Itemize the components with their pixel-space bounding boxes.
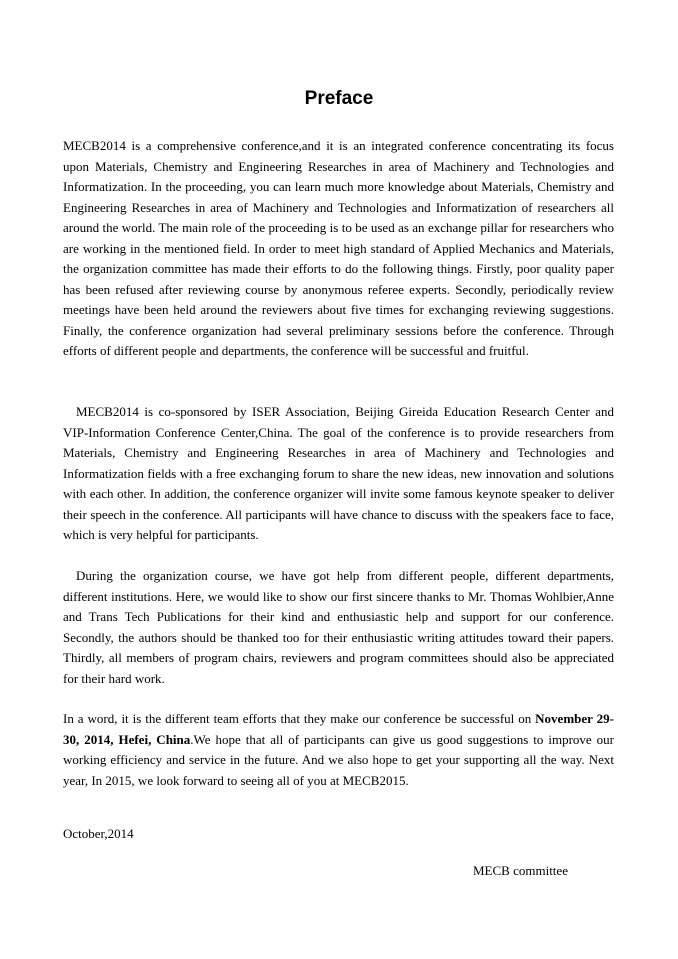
document-date: October,2014 <box>63 826 134 841</box>
paragraph-intro: MECB2014 is a comprehensive conference,and it is an integrated conference concentrating its focus upon Materials, Chemistry and Engineering Researches in area of Machinery and Technologies and Informatization. In the proceeding, you can learn much more knowledge about Materials, Chemistry and Engineering Researches in area of Machinery and Technologies and Informatization of researchers all around the world. The main role of the proceeding is to be used as an exchange pillar for researchers who are working in the mentioned field. In order to meet high standard of Applied Mechanics and Materials, the organization committee has made their efforts to do the following things. Firstly, poor quality paper has been refused after reviewing course by anonymous referee experts. Secondly, periodically review meetings have been held around the reviewers about five times for exchanging reviewing suggestions. Finally, the conference organization had several preliminary sessions before the conference. Through efforts of different people and departments, the conference will be successful and fruitful. <box>63 138 614 358</box>
paragraph-sponsors: MECB2014 is co-sponsored by ISER Association, Beijing Gireida Education Research Center and VIP-Information Conference Center,China. The goal of the conference is to provide researchers from Materials, Chemistry and Engineering Researches in area of Machinery and Technologies and Informatization fields with a free exchanging forum to share the new ideas, new innovation and solutions with each other. In addition, the conference organizer will invite some famous keynote speaker to deliver their speech in the conference. All participants will have chance to discuss with the speakers face to face, which is very helpful for participants. <box>63 404 614 542</box>
paragraph-acknowledgements-text: During the organization course, we have got help from different people, different departments, different institutions. Here, we would like to show our first sincere thanks to Mr. Thomas Wohlbier,Anne and Trans Tech Publications for their kind and enthusiastic help and support for our conference. Secondly, the authors should be thanked too for their enthusiastic writing attitudes toward their papers. Thirdly, all members of program chairs, reviewers and program committees should also be appreciated for their hard work. <box>63 568 614 686</box>
paragraph-closing <box>63 709 614 791</box>
conference-date-location: November 29-30, 2014, Hefei, China <box>63 711 614 747</box>
signature: MECB committee <box>473 863 568 878</box>
page-title: Preface <box>304 88 374 109</box>
paragraph-acknowledgements <box>63 566 614 689</box>
closing-text-before: In a word, it is the different team efforts that they make our conference be successful on <box>63 711 536 726</box>
closing-text-after: .We hope that all of participants can give us good suggestions to improve our working efficiency and service in the future. And we also hope to get your supporting all the way. Next year, In 2015, we look forward to seeing all of you at MECB2015. <box>63 731 614 788</box>
